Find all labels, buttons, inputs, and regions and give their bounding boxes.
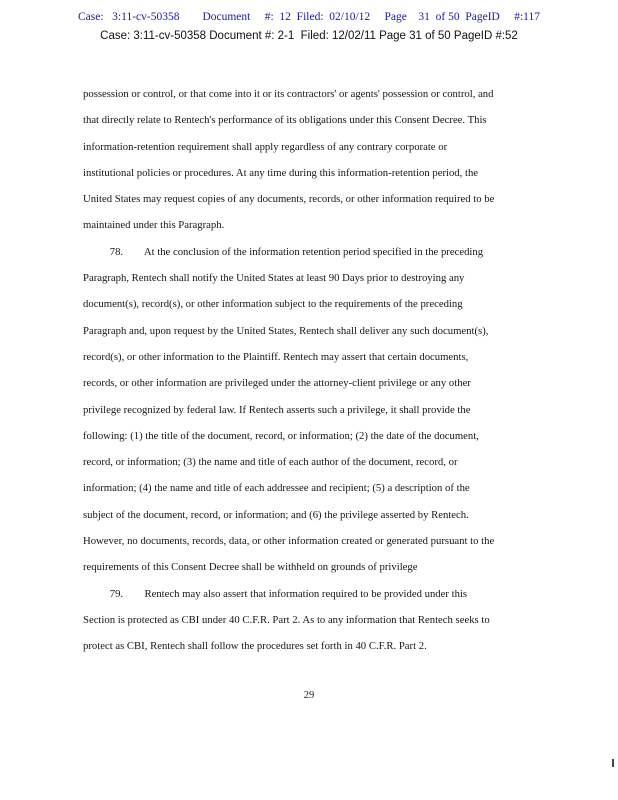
paragraph-79-start: 79. Rentech may also assert that information required to be provided under this <box>83 587 468 600</box>
text-line: institutional policies or procedures. At any time during this information-retention period, the <box>83 166 479 179</box>
text-line: protect as CBI, Rentech shall follow the procedures set forth in 40 C.F.R. Part 2. <box>83 640 427 653</box>
paragraph-78-start: 78. At the conclusion of the information retention period specified in the preceding <box>83 245 484 258</box>
text-line: requirements of this Consent Decree shall be withheld on grounds of privilege <box>83 561 418 574</box>
text-line: information-retention requirement shall apply regardless of any contrary corporate or <box>83 140 448 153</box>
text-line: Section is protected as CBI under 40 C.F.R. Part 2. As to any information that Rentech seeks to <box>83 613 490 626</box>
text-line: However, no documents, records, data, or other information created or generated pursuant to the <box>83 535 495 548</box>
text-line: document(s), record(s), or other information subject to the requirements of the preceding <box>83 298 463 311</box>
text-line: record(s), or other information to the Plaintiff. Rentech may assert that certain documents, <box>83 350 469 363</box>
text-line: following: (1) the title of the document, record, or information; (2) the date of the document, <box>83 429 479 442</box>
original-filing-header: Case: 3:11-cv-50358 Document #: 2-1 Filed: 12/02/11 Page 31 of 50 PageID #:52 <box>100 30 518 42</box>
text-line: maintained under this Paragraph. <box>83 219 225 232</box>
text-line: record, or information; (3) the name and title of each author of the document, record, or <box>83 456 458 469</box>
text-line: possession or control, or that come into it or its contractors' or agents' possession or control, and <box>83 88 494 100</box>
body-text <box>83 87 525 666</box>
text-line: subject of the document, record, or information; and (6) the privilege asserted by Rentech. <box>83 508 469 521</box>
page-number: 29 <box>303 690 315 701</box>
text-line: privilege recognized by federal law. If Rentech asserts such a privilege, it shall provide the <box>83 403 471 416</box>
court-filing-stamp: Case: 3:11-cv-50358 Document #: 12 Filed: 02/10/12 Page 31 of 50 PageID #:117 <box>78 11 540 23</box>
scan-artifact <box>612 759 614 767</box>
text-line: records, or other information are privileged under the attorney-client privilege or any other <box>83 377 471 390</box>
text-line: information; (4) the name and title of each addressee and recipient; (5) a description of the <box>83 482 470 495</box>
text-line: that directly relate to Rentech's performance of its obligations under this Consent Decree. This <box>83 114 487 127</box>
text-line: Paragraph, Rentech shall notify the United States at least 90 Days prior to destroying any <box>83 272 465 285</box>
text-line: United States may request copies of any documents, records, or other information required to be <box>83 193 495 206</box>
text-line: Paragraph and, upon request by the United States, Rentech shall deliver any such document(s), <box>83 324 489 337</box>
